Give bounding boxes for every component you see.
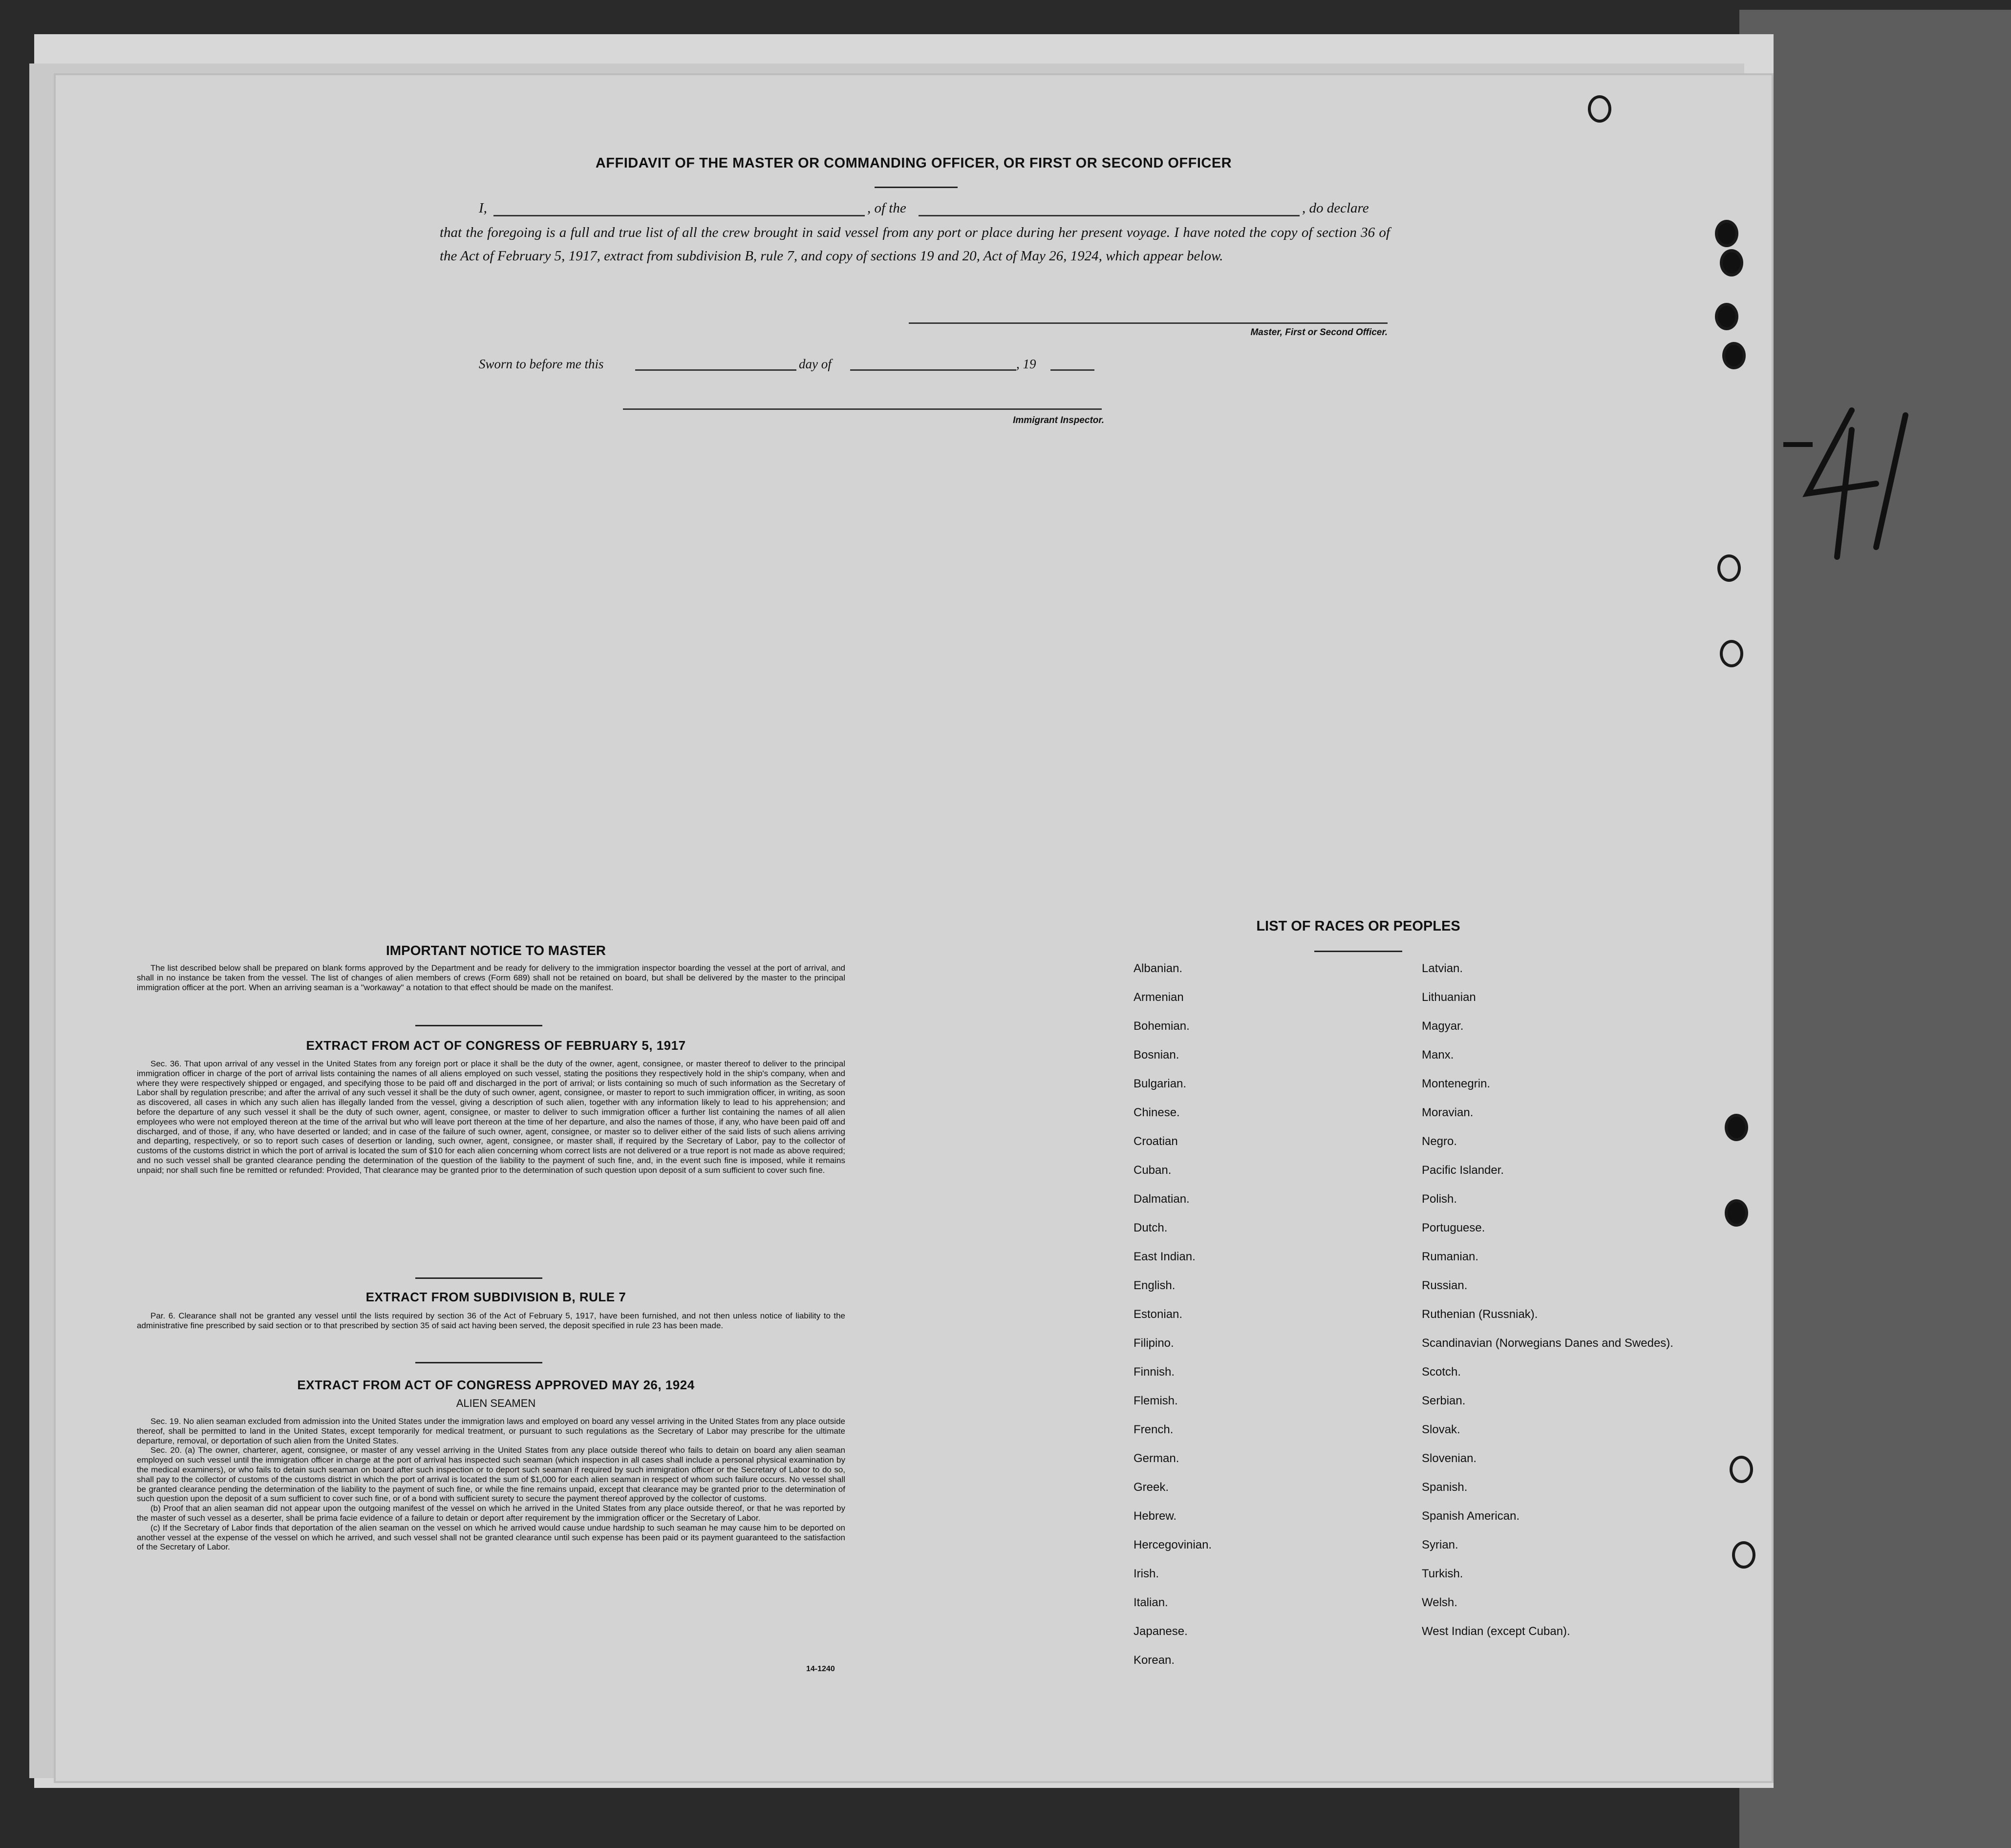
inspector-label: Immigrant Inspector. [1013,415,1104,425]
race-item: Estonian. [1134,1308,1183,1321]
race-item: Negro. [1422,1135,1457,1148]
race-item: Slovak. [1422,1423,1460,1436]
sworn-day-blank[interactable] [635,369,796,371]
races-list-right [1422,961,1695,1653]
race-item: Serbian. [1422,1394,1466,1407]
race-item: Bulgarian. [1134,1077,1187,1090]
day-of-label: day of [799,357,832,371]
race-item: Moravian. [1422,1106,1474,1119]
race-item: Japanese. [1134,1625,1188,1638]
notice-text [137,963,845,992]
race-item: Filipino. [1134,1337,1174,1350]
race-item: West Indian (except Cuban). [1422,1625,1570,1638]
race-item: Hercegovinian. [1134,1538,1212,1551]
year-label: , 19 [1016,357,1036,371]
binder-hole-icon [1725,1199,1748,1227]
race-item: Finnish. [1134,1365,1175,1379]
of-the-label: , of the [867,200,906,216]
race-item: Portuguese. [1422,1221,1485,1234]
race-item: Bosnian. [1134,1048,1179,1062]
race-item: German. [1134,1452,1179,1465]
sec-36-paragraph: Sec. 36. That upon arrival of any vessel in the United States from any foreign port or place it shall be the duty of the owner, agent, consignee, or master thereof to deliver to the principal immigration officer in charge of the port of arrival lists containing the names of all aliens employed on such vessel, stating the positions they respectively hold in the ship's company, when and where they were respectively shipped or engaged, and specifying those to be paid off and discharged in the port of arrival; or lists containing so much of such information as the Secretary of Labor shall by regulation prescribe; and after the arrival of any such vessel it shall be the duty of such owner, agent, consignee, or master to report to such immigration officer, in writing, as soon as discovered, all cases in which any such alien has illegally landed from the vessel, giving a description of such alien, together with any information likely to lead to his apprehension; and before the departure of any such vessel it shall be the duty of such owner, agent, consignee, or master to deliver to such immigration officer a further list containing the names of all alien employees who were not employed thereon at the time of the arrival but who will leave port thereon at the time of her departure, and also the names of those, if any, who have been paid off and discharged, and of those, if any, who have deserted or landed; and in case of the failure of such owner, agent, consignee, or master so to deliver either of the said lists of such aliens arriving and departing, respectively, or so to report such cases of desertion or landing, such owner, agent, consignee, or master shall, if required by the Secretary of Labor, pay to the collector of customs of the customs district in which the port of arrival is located the sum of $10 for each alien concerning whom correct lists are not delivered or a true report is not made as above required; and no such vessel shall be granted clearance pending the determination of the question of the liability to the payment of such fine, and, in the event such fine is imposed, while it remains unpaid; nor shall such fine be remitted or refunded: Provided, That clearance may be granted prior to the determination of such question upon deposit of a sum sufficient to cover such fine. [137,1059,845,1175]
race-item: Flemish. [1134,1394,1178,1407]
extract-1924-text [137,1417,845,1552]
sworn-line [479,357,1114,378]
binder-hole-icon [1722,342,1746,369]
race-item: Spanish. [1422,1481,1468,1494]
race-item: Irish. [1134,1567,1159,1580]
handwritten-number-mark [1778,401,1925,562]
race-item: Dutch. [1134,1221,1168,1234]
vessel-blank-line[interactable] [919,215,1300,216]
extract-1924-title: EXTRACT FROM ACT OF CONGRESS APPROVED MAY 26, 1924 [297,1378,695,1392]
divider [415,1025,542,1026]
divider [415,1277,542,1279]
sworn-label: Sworn to before me this [479,357,604,371]
binder-hole-icon [1730,1456,1753,1483]
affidavit-statement: that the foregoing is a full and true list of all the crew brought in said vessel from any port or place during her present voyage. I have noted the copy of section 36 of the Act of February 5, 1917, extract from subdivision B, rule 7, and copy of sections 19 and 20, Act of May 26, 1924, which appear below. [440,225,1390,264]
inspector-signature-line[interactable] [623,408,1102,410]
sec-20b-paragraph: (b) Proof that an alien seaman did not appear upon the outgoing manifest of the vessel on which he arrived in the United States from any place outside thereof, or that he was reported by the master of such vessel as a deserter, shall be prima facie evidence of a failure to detain or deport after requirement by the immigration officer or the Secretary of Labor. [137,1504,845,1523]
binder-hole-icon [1732,1541,1755,1569]
race-item: Cuban. [1134,1164,1172,1177]
race-item: Scandinavian (Norwegians Danes and Swedes). [1422,1337,1673,1350]
divider [1314,951,1402,952]
binder-hole-icon [1725,1114,1748,1141]
race-item: Scotch. [1422,1365,1461,1379]
affidavit-declaration-line [479,200,1388,222]
race-item: Magyar. [1422,1020,1464,1033]
race-item: Chinese. [1134,1106,1180,1119]
races-title: LIST OF RACES OR PEOPLES [1256,918,1460,934]
race-item: Polish. [1422,1192,1457,1206]
race-item: Montenegrin. [1422,1077,1491,1090]
name-blank-line[interactable] [493,215,865,216]
race-item: East Indian. [1134,1250,1196,1263]
race-item: English. [1134,1279,1176,1292]
background-folder [1739,10,2011,1848]
alien-seamen-subtitle: ALIEN SEAMEN [456,1397,536,1409]
race-item: Pacific Islander. [1422,1164,1504,1177]
do-declare-label: , do declare [1302,200,1369,216]
race-item: Ruthenian (Russniak). [1422,1308,1538,1321]
race-item: Spanish American. [1422,1509,1520,1523]
sec-19-paragraph: Sec. 19. No alien seaman excluded from admission into the United States under the immigration laws and employed on board any vessel arriving in the United States from any place outside thereof, shall be permitted to land in the United States, except temporarily for medical treatment, or pursuant to such regulations as the Secretary of Labor may prescribe for the ultimate departure, removal, or deportation of such alien from the United States. [137,1417,845,1445]
signature-label: Master, First or Second Officer. [1250,327,1388,338]
extract-rule7-text [137,1311,845,1331]
binder-hole-icon [1717,554,1741,582]
race-item: Albanian. [1134,962,1183,975]
race-item: Italian. [1134,1596,1168,1609]
i-label: I, [479,200,487,216]
race-item: French. [1134,1423,1174,1436]
form-number: 14-1240 [806,1665,835,1673]
binder-hole-icon [1715,220,1738,247]
extract-1917-title: EXTRACT FROM ACT OF CONGRESS OF FEBRUARY 5, 1917 [306,1038,686,1053]
binder-hole-icon [1715,303,1738,330]
sworn-year-blank[interactable] [1050,369,1094,371]
race-item: Slovenian. [1422,1452,1477,1465]
divider [875,187,958,188]
binder-hole-icon [1720,249,1743,276]
extract-1917-text [137,1059,845,1175]
race-item: Bohemian. [1134,1020,1190,1033]
binder-hole-icon [1720,640,1743,667]
race-item: Dalmatian. [1134,1192,1190,1206]
race-item: Russian. [1422,1279,1468,1292]
race-item: Manx. [1422,1048,1454,1062]
signature-line[interactable] [909,322,1388,324]
extract-rule7-title: EXTRACT FROM SUBDIVISION B, RULE 7 [365,1290,626,1304]
race-item: Welsh. [1422,1596,1457,1609]
races-list-left [1134,961,1407,1682]
notice-title: IMPORTANT NOTICE TO MASTER [385,943,606,958]
race-item: Croatian [1134,1135,1178,1148]
binder-hole-icon [1588,95,1611,123]
race-item: Latvian. [1422,962,1463,975]
race-item: Armenian [1134,991,1184,1004]
sworn-month-blank[interactable] [850,369,1016,371]
race-item: Turkish. [1422,1567,1463,1580]
race-item: Greek. [1134,1481,1169,1494]
race-item: Lithuanian [1422,991,1476,1004]
sec-20c-paragraph: (c) If the Secretary of Labor finds that deportation of the alien seaman on the vessel on which he arrived would cause undue hardship to such seaman he may cause him to be deported on another vessel at the expense of the vessel on which he arrived, and such vessel shall not be granted clearance until such expense has been paid or its payment guaranteed to the satisfaction of the Secretary of Labor. [137,1523,845,1552]
race-item: Rumanian. [1422,1250,1479,1263]
race-item: Syrian. [1422,1538,1458,1551]
affidavit-title: AFFIDAVIT OF THE MASTER OR COMMANDING OFFICER, OR FIRST OR SECOND OFFICER [595,155,1232,171]
notice-paragraph: The list described below shall be prepared on blank forms approved by the Department and be ready for delivery to the immigration inspector boarding the vessel at the port of arrival, and shall in no instance be taken from the vessel. The list of changes of alien members of crews (Form 689) shall not be retained on board, but shall be delivered by the master to the principal immigration officer at the port. When an arriving seaman is a "workaway" a notation to that effect should be made on the manifest. [137,963,845,992]
par-6-paragraph: Par. 6. Clearance shall not be granted any vessel until the lists required by section 36 of the Act of February 5, 1917, have been furnished, and not then unless notice of liability to the administrative fine prescribed by said section or to that prescribed by section 35 of said act having been served, the deposit specified in rule 23 has been made. [137,1311,845,1330]
sec-20a-paragraph: Sec. 20. (a) The owner, charterer, agent, consignee, or master of any vessel arriving in the United States from any place outside thereof who fails to detain on board any alien seaman employed on such vessel until the immigration officer in charge at the port of arrival has inspected such seaman (which inspection in all cases shall include a personal physical examination by the medical examiners), or who fails to detain such seaman on board after such inspection or to deport such seaman if required by such immigration officer or the Secretary of Labor to do so, shall pay to the collector of customs of the customs district in which the port of arrival is located the sum of $1,000 for each alien seaman in respect of whom such failure occurs. No vessel shall be granted clearance pending the determination of the liability to the payment of such fine, or while the fine remains unpaid, except that clearance may be granted prior to the determination of such question upon the deposit of a sum sufficient to cover such fine, or of a bond with sufficient surety to secure the payment thereof approved by the collector of customs. [137,1445,845,1504]
race-item: Korean. [1134,1654,1175,1667]
race-item: Hebrew. [1134,1509,1177,1523]
divider [415,1362,542,1363]
